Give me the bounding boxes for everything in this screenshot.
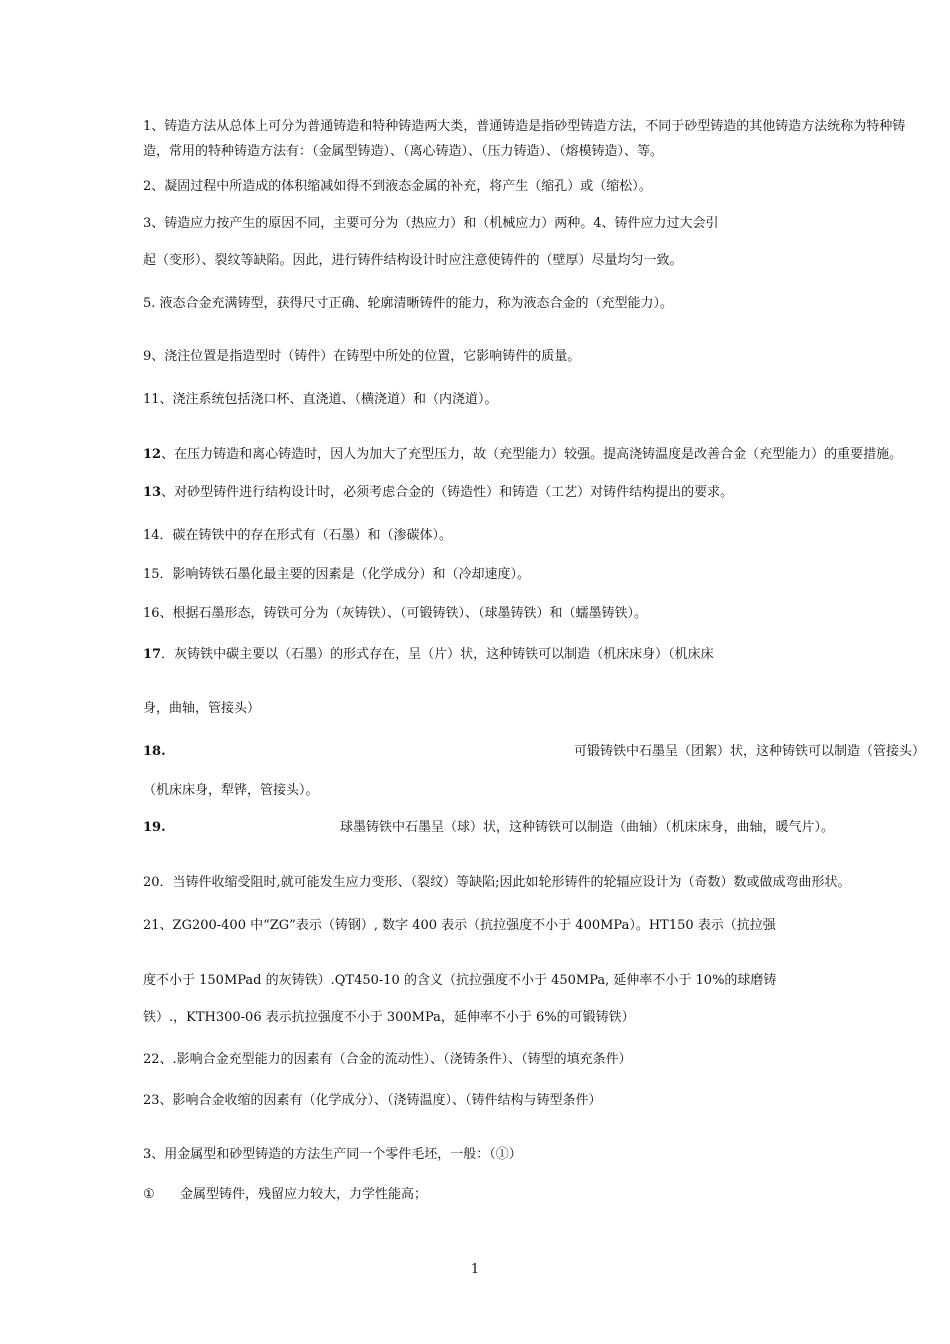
paragraph-21-line-1: 21、ZG200-400 中“ZG”表示（铸钢）, 数字 400 表示（抗拉强度不小于 400MPa）。HT150 表示（抗拉强 [143, 918, 776, 933]
option-1-text: 金属型铸件，残留应力较大，力学性能高； [180, 1187, 428, 1202]
paragraph-19-number: 19. [143, 820, 166, 835]
option-1-marker: ① [143, 1187, 155, 1202]
paragraph-12-text: 、在压力铸造和离心铸造时，因人为加大了充型压力，故（充型能力）较强。提高浇铸温度是改善合金（充型能力）的重要措施。 [161, 447, 903, 462]
paragraph-13-text: 、对砂型铸件进行结构设计时，必须考虑合金的（铸造性）和铸造（工艺）对铸件结构提出的要求。 [161, 485, 734, 500]
paragraph-21-line-3: 铁）.，KTH300-06 表示抗拉强度不小于 300MPa，延伸率不小于 6%的可锻铸铁） [143, 1010, 635, 1025]
paragraph-1-line-2: 造，常用的特种铸造方法有：（金属型铸造）、（离心铸造）、（压力铸造）、（熔模铸造）、等。 [143, 144, 664, 159]
paragraph-21-line-2: 度不小于 150MPad 的灰铸铁）.QT450-10 的含义（抗拉强度不小于 450MPa, 延伸率不小于 10%的球磨铸 [143, 973, 777, 988]
paragraph-17-text: ．灰铸铁中碳主要以（石墨）的形式存在，呈（片）状，这种铸铁可以制造（机床床身）（机床床 [161, 647, 714, 662]
paragraph-18-number: 18. [143, 744, 166, 759]
paragraph-11: 11、浇注系统包括浇口杯、直浇道、（横浇道）和（内浇道）。 [143, 392, 498, 407]
paragraph-9: 9、浇注位置是指造型时（铸件）在铸型中所处的位置，它影响铸件的质量。 [143, 349, 581, 364]
paragraph-17-line-2: 身，曲轴，管接头） [143, 701, 261, 716]
page-number: 1 [470, 1262, 480, 1277]
paragraph-13-number: 13 [143, 485, 162, 500]
paragraph-14: 14．碳在铸铁中的存在形式有（石墨）和（渗碳体）。 [143, 528, 453, 543]
paragraph-12-number: 12 [143, 447, 162, 462]
paragraph-17-line-1 [143, 646, 714, 664]
paragraph-18-line-2: （机床床身，犁铧，管接头）。 [143, 783, 319, 798]
paragraph-3-line-1: 3、铸造应力按产生的原因不同，主要可分为（热应力）和（机械应力）两种。4、铸件应力过大会引 [143, 216, 719, 231]
paragraph-18-text: 可锻铸铁中石墨呈（团絮）状，这种铸铁可以制造（管接头） [574, 744, 926, 759]
paragraph-13 [143, 484, 733, 502]
paragraph-17-number: 17 [143, 647, 162, 662]
paragraph-1-line-1: 1、铸造方法从总体上可分为普通铸造和特种铸造两大类，普通铸造是指砂型铸造方法，不同于砂型铸造的其他铸造方法统称为特种铸 [143, 119, 906, 134]
paragraph-23: 23、影响合金收缩的因素有（化学成分）、（浇铸温度）、（铸件结构与铸型条件） [143, 1093, 602, 1108]
paragraph-5: 5. 液态合金充满铸型，获得尺寸正确、轮廓清晰铸件的能力，称为液态合金的（充型能力）。 [143, 296, 674, 311]
paragraph-12 [143, 446, 902, 464]
question-3: 3、用金属型和砂型铸造的方法生产同一个零件毛坯，一般：（①） [143, 1147, 522, 1162]
paragraph-22: 22、.影响合金充型能力的因素有（合金的流动性）、（浇铸条件）、（铸型的填充条件） [143, 1052, 632, 1067]
paragraph-2: 2、凝固过程中所造成的体积缩减如得不到液态金属的补充，将产生（缩孔）或（缩松）。 [143, 179, 652, 194]
paragraph-15: 15．影响铸铁石墨化最主要的因素是（化学成分）和（冷却速度）。 [143, 567, 531, 582]
paragraph-19-text: 球墨铸铁中石墨呈（球）状，这种铸铁可以制造（曲轴）（机床床身，曲轴，暖气片）。 [340, 820, 835, 835]
paragraph-3-line-2: 起（变形）、裂纹等缺陷。因此，进行铸件结构设计时应注意使铸件的（壁厚）尽量均匀一致。 [143, 253, 683, 268]
paragraph-16: 16、根据石墨形态，铸铁可分为（灰铸铁）、（可锻铸铁）、（球墨铸铁）和（蠕墨铸铁）。 [143, 606, 648, 621]
paragraph-20: 20．当铸件收缩受阻时,就可能发生应力变形、（裂纹）等缺陷;因此如轮形铸件的轮辐应设计为（奇数）数或做成弯曲形状。 [143, 875, 851, 890]
